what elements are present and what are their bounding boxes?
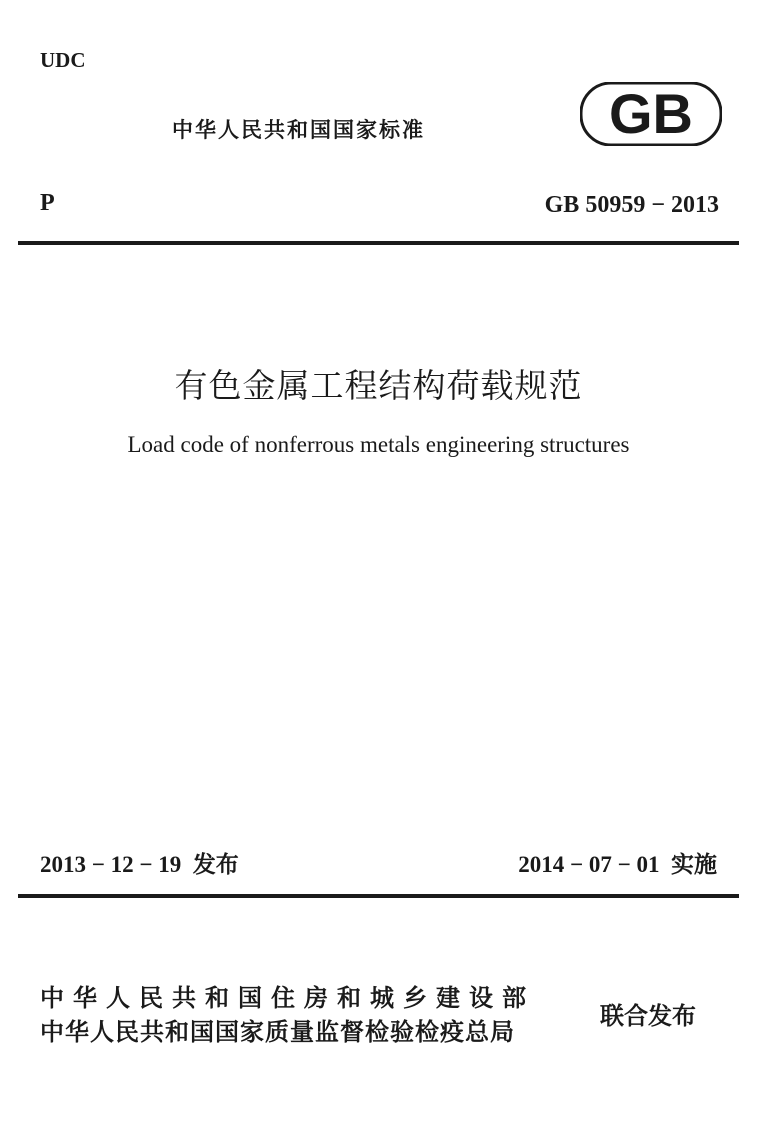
- title-english: Load code of nonferrous metals engineering structures: [127, 432, 630, 457]
- issue-date: 2013 − 12 − 19 发布: [40, 852, 239, 877]
- publisher-aqsiq: 中华人民共和国国家质量监督检验检疫总局: [40, 1018, 515, 1046]
- top-divider: [18, 241, 739, 245]
- udc-label: UDC: [40, 48, 86, 72]
- classification-code: P: [40, 190, 55, 216]
- bottom-divider: [18, 894, 739, 898]
- publisher-ministry: 中华人民共和国住房和城乡建设部: [40, 984, 535, 1012]
- standard-type: 中华人民共和国国家标准: [172, 118, 425, 142]
- joint-publish-label: 联合发布: [600, 1002, 696, 1030]
- implementation-date: 2014 − 07 − 01 实施: [518, 852, 717, 877]
- title-chinese: 有色金属工程结构荷载规范: [174, 369, 583, 405]
- gb-logo-text: GB: [609, 82, 693, 145]
- standard-number: GB 50959 − 2013: [544, 192, 719, 218]
- gb-logo: [580, 82, 722, 146]
